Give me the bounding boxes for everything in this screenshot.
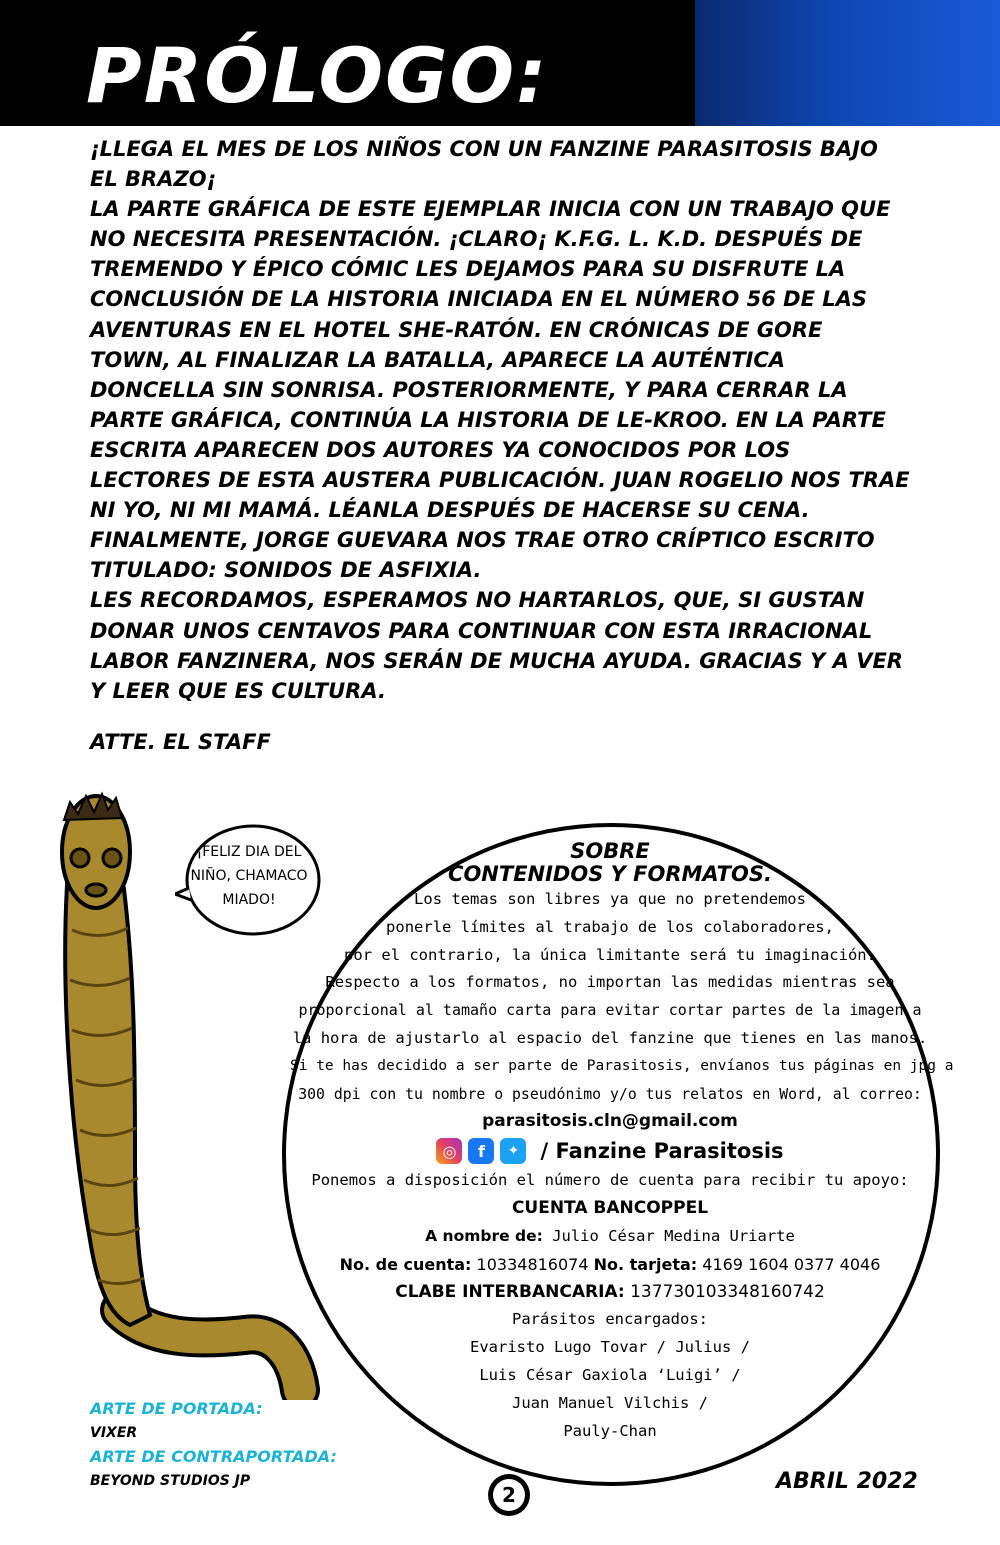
clabe-value: 137730103348160742 xyxy=(630,1281,825,1302)
team-member: Luis César Gaxiola ‘Luigi’ / xyxy=(479,1365,741,1384)
bank-name: CUENTA BANCOPPEL xyxy=(511,1198,709,1219)
info-line: 300 dpi con tu nombre o pseudónimo y/o tus relatos en Word, al correo: xyxy=(298,1085,922,1103)
account-holder-row xyxy=(290,1223,930,1251)
info-heading: SOBRE xyxy=(570,839,650,863)
prologue-text xyxy=(90,134,910,706)
account-number-label: No. de cuenta: xyxy=(339,1254,472,1274)
info-panel xyxy=(290,839,954,1445)
cover-art-value: VIXER xyxy=(90,1425,138,1441)
account-intro: Ponemos a disposición el número de cuenta para recibir tu apoyo: xyxy=(311,1171,909,1190)
speech-bubble-text: ¡FELIZ DIA DEL NIÑO, CHAMACO MIADO! xyxy=(190,844,308,908)
credits xyxy=(90,1397,337,1493)
back-cover-value: BEYOND STUDIOS JP xyxy=(90,1473,251,1489)
account-holder-value: Julio César Medina Uriarte xyxy=(552,1226,795,1245)
team-member: Evaristo Lugo Tovar / Julius / xyxy=(470,1338,750,1357)
prologue-paragraph: ¡LLEGA EL MES DE LOS NIÑOS CON UN FANZINE PARASITOSIS BAJO EL BRAZO¡ xyxy=(90,137,878,192)
team-member: Pauly-Chan xyxy=(563,1421,657,1440)
team-member: Juan Manuel Vilchis / xyxy=(512,1393,708,1412)
info-line: Respecto a los formatos, no importan las medidas mientras sea xyxy=(325,973,895,992)
account-holder-label: A nombre de: xyxy=(425,1226,543,1245)
page-number-value: 2 xyxy=(493,1479,525,1511)
social-row xyxy=(290,1135,930,1167)
clabe-row xyxy=(290,1279,930,1307)
issue-date: ABRIL 2022 xyxy=(776,1469,918,1494)
back-cover-label: ARTE DE CONTRAPORTADA: xyxy=(90,1447,337,1466)
card-number-label: No. tarjeta: xyxy=(593,1254,698,1274)
info-line: ponerle límites al trabajo de los colaboradores, xyxy=(386,917,834,936)
info-line: Los temas son libres ya que no pretendemos xyxy=(414,890,806,908)
instagram-icon[interactable]: ◎ xyxy=(436,1138,462,1164)
account-number-value: 10334816074 xyxy=(476,1254,589,1274)
email-link[interactable]: parasitosis.cln@gmail.com xyxy=(482,1111,738,1132)
info-line: proporcional al tamaño carta para evitar cortar partes de la imagen a xyxy=(298,1001,922,1020)
signature: ATTE. EL STAFF xyxy=(90,730,271,754)
cover-art-label: ARTE DE PORTADA: xyxy=(90,1399,263,1418)
facebook-icon[interactable]: f xyxy=(468,1138,494,1164)
info-line: Si te has decidido a ser parte de Parasitosis, envíanos tus páginas en jpg a xyxy=(290,1057,954,1074)
header-accent xyxy=(695,0,1000,126)
info-line: la hora de ajustarlo al espacio del fanzine que tienes en las manos. xyxy=(292,1028,928,1047)
card-number-value: 4169 1604 0377 4046 xyxy=(702,1254,881,1274)
account-numbers-row xyxy=(290,1251,930,1279)
prologue-paragraph: LA PARTE GRÁFICA DE ESTE EJEMPLAR INICIA CON UN TRABAJO QUE NO NECESITA PRESENTACIÓN. ¡CLARO¡ K.F.G. L. K.D. DESPUÉS DE TREMENDO Y ÉPICO CÓMIC LES DEJAMOS PARA SU DISFRUTE LA CONCLUSIÓN DE LA HISTORIA INICIADA EN EL NÚMERO 56 DE LAS AVENTURAS EN EL HOTEL SHE-RATÓN. EN CRÓNICAS DE GORE TOWN, AL FINALIZAR LA BATALLA, APARECE LA AUTÉNTICA DONCELLA SIN SONRISA. POSTERIORMENTE, Y PARA CERRAR LA PARTE GRÁFICA, CONTINÚA LA HISTORIA DE LE-KROO. EN LA PARTE ESCRITA APARECEN DOS AUTORES YA CONOCIDOS POR LOS LECTORES DE ESTA AUSTERA PUBLICACIÓN. JUAN ROGELIO NOS TRAE NI YO, NI MI MAMÁ. LÉANLA DESPUÉS DE HACERSE SU CENA. FINALMENTE, JORGE GUEVARA NOS TRAE OTRO CRÍPTICO ESCRITO TITULADO: SONIDOS DE ASFIXIA. xyxy=(90,197,910,583)
team-label: Parásitos encargados: xyxy=(512,1310,708,1329)
twitter-icon[interactable]: ✦ xyxy=(500,1138,526,1164)
social-handle: / Fanzine Parasitosis xyxy=(540,1139,784,1164)
prologue-paragraph: LES RECORDAMOS, ESPERAMOS NO HARTARLOS, QUE, SI GUSTAN DONAR UNOS CENTAVOS PARA CONTINUAR CON ESTA IRRACIONAL LABOR FANZINERA, NOS SERÁN DE MUCHA AYUDA. GRACIAS Y A VER Y LEER QUE ES CULTURA. xyxy=(90,588,903,703)
info-heading: CONTENIDOS Y FORMATOS. xyxy=(448,862,772,886)
page-title: PRÓLOGO: xyxy=(86,31,549,120)
info-line: por el contrario, la única limitante será tu imaginación. xyxy=(344,945,876,964)
page-number xyxy=(488,1474,530,1516)
clabe-label: CLABE INTERBANCARIA: xyxy=(395,1281,625,1302)
